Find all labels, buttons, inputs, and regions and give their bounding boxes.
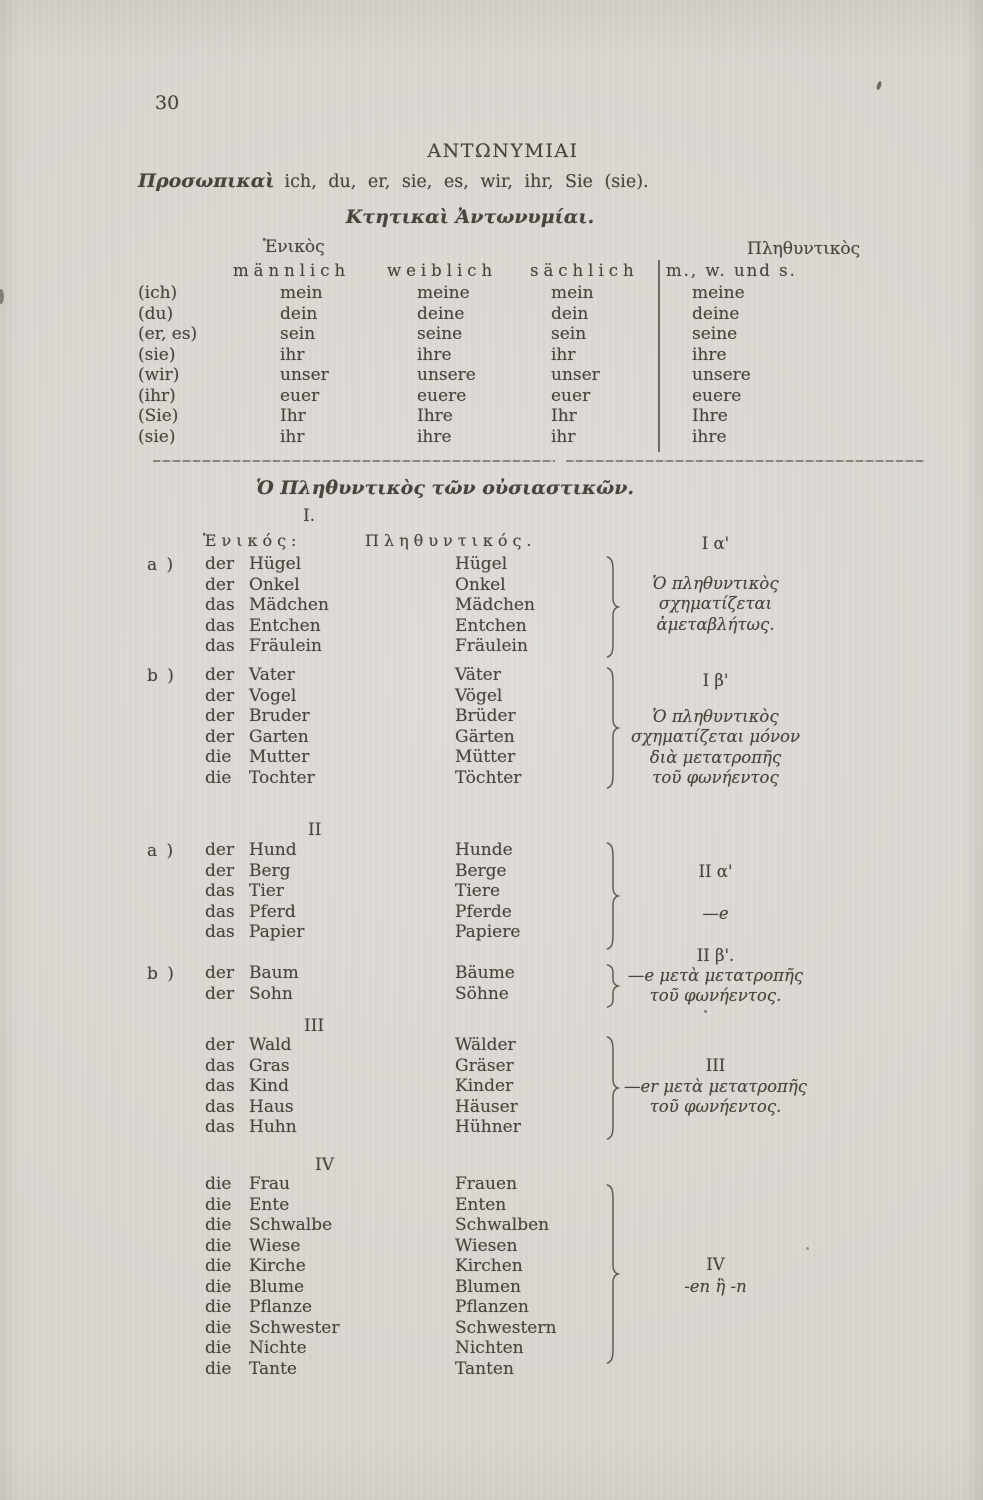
noun-plural: Tanten: [455, 1358, 514, 1379]
noun-row: [205, 1195, 765, 1216]
note-line: Ὁ πληθυντικὸς: [652, 707, 779, 726]
noun-plural: Papiere: [455, 922, 521, 942]
note-line: τοῦ φωνήεντος.: [649, 986, 782, 1006]
group-numeral-ii: II: [308, 820, 322, 840]
noun-article: die: [205, 1358, 232, 1379]
note-iv: [618, 1277, 813, 1297]
noun-plural: Pflanzen: [455, 1297, 529, 1317]
note-head-iia: II α': [698, 862, 733, 881]
noun-article: das: [205, 1055, 235, 1076]
note-line: ἀμεταβλήτως.: [656, 614, 775, 634]
noun-plural: Blumen: [455, 1276, 522, 1297]
possessive-heading: Κτητικαὶ Ἀντωνυμίαι.: [345, 206, 595, 228]
pronoun-plural: deine: [692, 303, 740, 324]
noun-singular: Bruder: [249, 706, 310, 726]
noun-article: das: [205, 901, 235, 922]
noun-article: das: [205, 595, 235, 615]
pronoun-masculine: ihr: [280, 344, 305, 365]
personal-pronouns-label: Προσωπικαὶ: [138, 170, 275, 192]
page-number: 30: [155, 92, 180, 114]
pronoun-masculine: ihr: [280, 426, 305, 447]
note-head-ia: I α': [701, 534, 730, 553]
pronoun-feminine: seine: [417, 324, 463, 344]
noun-plural: Hügel: [455, 554, 508, 574]
noun-singular: Tochter: [249, 767, 315, 788]
noun-row: [205, 1297, 765, 1318]
pronoun-feminine: ihre: [417, 426, 452, 447]
pronoun-person: (sie): [138, 344, 176, 365]
noun-column-singular: Ἑνικός:: [203, 531, 302, 550]
noun-plural: Väter: [455, 665, 501, 685]
noun-article: die: [205, 1194, 232, 1215]
noun-singular: Gras: [249, 1055, 290, 1076]
noun-plural: Onkel: [455, 574, 506, 595]
pronoun-neuter: unser: [551, 365, 600, 385]
note-head-iii: III: [705, 1056, 726, 1075]
noun-singular: Entchen: [249, 615, 321, 636]
noun-plural: Hühner: [455, 1117, 521, 1137]
pronoun-plural: seine: [692, 324, 738, 344]
pronoun-plural: euere: [692, 385, 742, 406]
note-ia: [618, 574, 813, 635]
right-brace-icon: [604, 842, 620, 950]
group-numeral-iii: III: [304, 1016, 325, 1036]
noun-singular: Frau: [249, 1174, 291, 1194]
noun-row: [205, 1318, 765, 1339]
note-head-iv: IV: [706, 1255, 725, 1274]
noun-singular: Mädchen: [249, 595, 329, 615]
noun-row: [205, 1236, 765, 1257]
noun-plural: Brüder: [455, 706, 516, 726]
singular-column-label: Ἑνικὸς: [263, 237, 325, 257]
noun-article: das: [205, 636, 235, 656]
noun-singular: Wiese: [249, 1235, 301, 1256]
noun-article: der: [205, 665, 235, 685]
pronoun-masculine: dein: [280, 303, 318, 324]
noun-article: der: [205, 860, 235, 881]
pronoun-row: [120, 365, 883, 386]
pronoun-feminine: meine: [417, 283, 470, 303]
noun-article: die: [205, 1174, 232, 1194]
noun-article: das: [205, 615, 235, 636]
noun-article: das: [205, 1076, 235, 1096]
noun-singular: Tante: [249, 1358, 297, 1379]
noun-row: [205, 881, 765, 902]
noun-article: der: [205, 1035, 235, 1055]
noun-singular: Haus: [249, 1096, 294, 1117]
pronoun-person: (sie): [138, 426, 176, 447]
note-head-ib: I β': [702, 671, 729, 690]
noun-article: der: [205, 554, 235, 574]
subgroup-label-iib: b ): [147, 964, 176, 984]
noun-singular: Vater: [249, 665, 295, 685]
pronoun-person: (ihr): [138, 385, 176, 406]
note-line: —e μετὰ μετατροπῆς: [627, 966, 804, 985]
noun-column-plural: Πληθυντικός.: [365, 531, 537, 550]
noun-singular: Schwester: [249, 1317, 340, 1338]
note-line: -en ἢ -n: [684, 1277, 747, 1296]
pronoun-plural: unsere: [692, 365, 751, 385]
noun-singular: Mutter: [249, 747, 310, 767]
group-numeral-iv: IV: [315, 1155, 334, 1175]
noun-plural: Söhne: [455, 983, 509, 1004]
pronoun-table: [120, 283, 883, 447]
noun-singular: Fräulein: [249, 636, 322, 656]
noun-plural: Nichten: [455, 1338, 524, 1358]
noun-section-title: Ὁ Πληθυντικὸς τῶν οὐσιαστικῶν.: [255, 477, 635, 499]
noun-plural: Vögel: [455, 685, 503, 706]
note-ib: [618, 707, 813, 788]
pronoun-row: [120, 304, 883, 325]
pronoun-neuter: mein: [551, 283, 594, 303]
pronoun-masculine: euer: [280, 385, 320, 406]
noun-plural: Frauen: [455, 1174, 518, 1194]
noun-singular: Baum: [249, 963, 299, 983]
column-header-feminine: weiblich: [387, 261, 498, 280]
pronoun-plural: ihre: [692, 344, 727, 365]
pronoun-row: [120, 283, 883, 304]
noun-row: [205, 1035, 765, 1056]
scan-speck: [876, 81, 883, 91]
noun-singular: Pflanze: [249, 1297, 312, 1317]
noun-plural: Schwalben: [455, 1215, 550, 1235]
pronoun-feminine: euere: [417, 385, 467, 406]
note-line: τοῦ φωνήεντος: [652, 767, 779, 787]
noun-plural: Berge: [455, 860, 507, 881]
pronoun-person: (ich): [138, 283, 178, 303]
noun-group-iia: [205, 840, 765, 943]
noun-row: [205, 1215, 765, 1236]
pronoun-masculine: Ihr: [280, 406, 306, 426]
scan-speck: [704, 1010, 707, 1013]
note-line: Ὁ πληθυντικὸς: [652, 574, 779, 593]
noun-singular: Kind: [249, 1076, 289, 1096]
note-iia: [618, 904, 813, 924]
noun-singular: Papier: [249, 922, 305, 942]
noun-row: [205, 1359, 765, 1380]
pronoun-person: (du): [138, 303, 174, 324]
page-title: ΑΝΤΩΝΥΜΙΑΙ: [427, 140, 579, 162]
pronoun-neuter: Ihr: [551, 406, 577, 426]
note-line: τοῦ φωνήεντος.: [649, 1097, 782, 1117]
column-header-plural: m., w. und s.: [666, 261, 797, 280]
noun-plural: Mädchen: [455, 595, 535, 615]
noun-plural: Wiesen: [455, 1235, 518, 1256]
noun-plural: Gärten: [455, 726, 515, 747]
pronoun-person: (wir): [138, 365, 180, 385]
scan-speck: [0, 289, 4, 304]
pronoun-feminine: Ihre: [417, 406, 453, 426]
noun-plural: Kirchen: [455, 1256, 523, 1276]
noun-article: die: [205, 1215, 232, 1235]
plural-column-label: Πληθυντικὸς: [747, 239, 861, 259]
noun-singular: Garten: [249, 726, 309, 747]
pronoun-row: [120, 345, 883, 366]
pronoun-row: [120, 427, 883, 448]
noun-article: die: [205, 1235, 232, 1256]
noun-plural: Kinder: [455, 1076, 514, 1096]
noun-plural: Bäume: [455, 963, 515, 983]
noun-article: das: [205, 881, 235, 901]
noun-singular: Onkel: [249, 574, 300, 595]
noun-row: [205, 1174, 765, 1195]
pronoun-neuter: dein: [551, 303, 589, 324]
noun-singular: Vogel: [249, 685, 297, 706]
noun-singular: Hund: [249, 840, 297, 860]
noun-article: der: [205, 983, 235, 1004]
noun-singular: Blume: [249, 1276, 305, 1297]
noun-article: das: [205, 1117, 235, 1137]
subgroup-label-ib: b ): [147, 666, 176, 686]
noun-row: [205, 554, 765, 575]
noun-plural: Gräser: [455, 1055, 514, 1076]
pronoun-masculine: mein: [280, 283, 323, 303]
noun-plural: Fräulein: [455, 636, 528, 656]
noun-singular: Berg: [249, 860, 291, 881]
pronoun-row: [120, 386, 883, 407]
pronoun-neuter: ihr: [551, 426, 576, 447]
pronoun-neuter: sein: [551, 324, 587, 344]
noun-article: der: [205, 726, 235, 747]
pronoun-neuter: ihr: [551, 344, 576, 365]
noun-singular: Schwalbe: [249, 1215, 333, 1235]
section-divider-left: [153, 460, 555, 462]
column-header-masculine: männlich: [233, 261, 351, 280]
noun-plural: Pferde: [455, 901, 512, 922]
group-numeral-i: I.: [303, 506, 316, 526]
noun-article: die: [205, 1297, 232, 1317]
pronoun-plural: meine: [692, 283, 745, 303]
noun-article: der: [205, 574, 235, 595]
noun-row: [205, 840, 765, 861]
noun-row: [205, 1338, 765, 1359]
section-divider-right: [566, 460, 924, 462]
subgroup-label-ia: a ): [147, 555, 176, 575]
pronoun-plural: Ihre: [692, 406, 728, 426]
noun-article: die: [205, 747, 232, 767]
noun-plural: Wälder: [455, 1035, 516, 1055]
pronoun-neuter: euer: [551, 385, 591, 406]
noun-singular: Sohn: [249, 983, 293, 1004]
pronoun-row: [120, 406, 883, 427]
pronoun-plural: ihre: [692, 426, 727, 447]
note-line: σχηματίζεται: [658, 594, 773, 614]
noun-article: die: [205, 1256, 232, 1276]
subgroup-label-iia: a ): [147, 841, 176, 861]
noun-article: die: [205, 1317, 232, 1338]
pronoun-feminine: unsere: [417, 365, 476, 385]
note-line: σχηματίζεται μόνον: [630, 727, 801, 747]
noun-singular: Pferd: [249, 901, 296, 922]
noun-singular: Wald: [249, 1035, 292, 1055]
noun-singular: Tier: [249, 881, 284, 901]
pronoun-feminine: deine: [417, 303, 465, 324]
personal-pronouns-items: ich, du, er, sie, es, wir, ihr, Sie (sie).: [284, 172, 649, 192]
noun-plural: Enten: [455, 1194, 507, 1215]
noun-plural: Töchter: [455, 767, 522, 788]
pronoun-masculine: sein: [280, 324, 316, 344]
noun-article: die: [205, 1276, 232, 1297]
noun-plural: Schwestern: [455, 1317, 557, 1338]
note-line: διὰ μετατροπῆς: [649, 747, 782, 767]
noun-row: [205, 922, 765, 943]
noun-plural: Mütter: [455, 747, 516, 767]
pronoun-person: (Sie): [138, 406, 179, 426]
noun-singular: Hügel: [249, 554, 302, 574]
column-header-neuter: sächlich: [530, 261, 639, 280]
note-iib: [618, 966, 813, 1007]
noun-plural: Tiere: [455, 881, 501, 901]
noun-article: der: [205, 685, 235, 706]
scan-speck: [806, 1247, 809, 1250]
note-line: —e: [702, 904, 729, 923]
noun-plural: Hunde: [455, 840, 513, 860]
noun-article: das: [205, 922, 235, 942]
noun-singular: Kirche: [249, 1256, 306, 1276]
note-head-iib: II β'.: [696, 946, 735, 965]
noun-article: der: [205, 840, 235, 860]
pronoun-masculine: unser: [280, 365, 329, 385]
noun-article: die: [205, 767, 232, 788]
noun-article: der: [205, 706, 235, 726]
pronoun-person: (er, es): [138, 324, 198, 344]
pronoun-feminine: ihre: [417, 344, 452, 365]
right-brace-icon: [604, 1184, 620, 1364]
noun-row: [205, 1117, 765, 1138]
note-iii: [618, 1077, 813, 1118]
noun-article: das: [205, 1096, 235, 1117]
noun-singular: Nichte: [249, 1338, 307, 1358]
noun-plural: Häuser: [455, 1096, 518, 1117]
noun-article: der: [205, 963, 235, 983]
noun-singular: Ente: [249, 1194, 290, 1215]
personal-pronouns-line: [138, 170, 649, 192]
pronoun-row: [120, 324, 883, 345]
noun-singular: Huhn: [249, 1117, 297, 1137]
note-line: —er μετὰ μετατροπῆς: [623, 1077, 808, 1096]
noun-row: [205, 636, 765, 657]
noun-plural: Entchen: [455, 615, 527, 636]
noun-article: die: [205, 1338, 232, 1358]
